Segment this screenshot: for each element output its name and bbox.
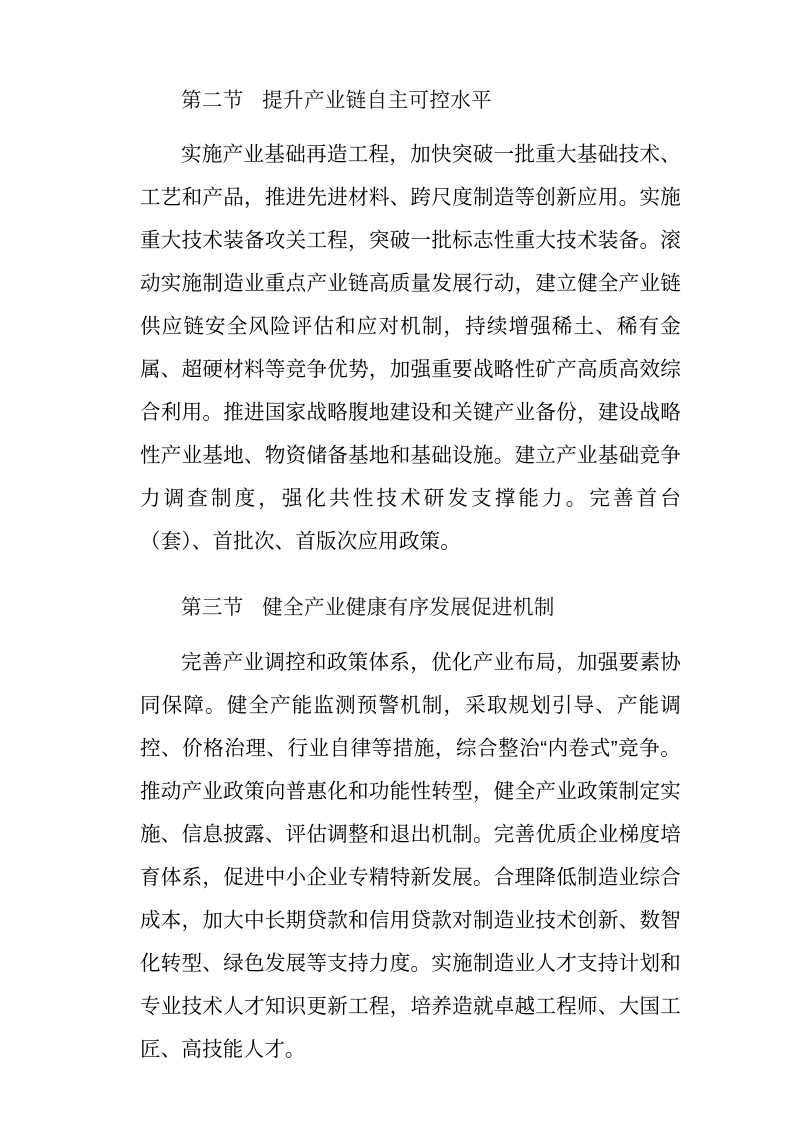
section-title: 健全产业健康有序发展促进机制: [262, 595, 555, 619]
block-spacer: [140, 575, 681, 593]
section-title: 提升产业链自主可控水平: [262, 89, 493, 112]
section-number: 第三节: [181, 595, 244, 619]
section-heading-3: [140, 593, 681, 624]
document-body: [140, 86, 681, 1071]
section-heading-2: [140, 86, 681, 117]
section-number: 第二节: [181, 89, 244, 112]
paragraph-1: 实施产业基础再造工程，加快突破一批重大基础技术、工艺和产品，推进先进材料、跨尺度制造等创新应用。实施重大技术装备攻关工程，突破一批标志性重大技术装备。滚动实施制造业重点产业链高质量发展行动，建立健全产业链供应链安全风险评估和应对机制，持续增强稀土、稀有金属、超硬材料等竞争优势，加强重要战略性矿产高质高效综合利用。推进国家战略腹地建设和关键产业备份，建设战略性产业基地、物资储备基地和基础设施。建立产业基础竞争力调查制度，强化共性技术研发支撑能力。完善首台（套）、首批次、首版次应用政策。: [140, 143, 681, 553]
paragraph-2: 完善产业调控和政策体系，优化产业布局，加强要素协同保障。健全产能监测预警机制，采取规划引导、产能调控、价格治理、行业自律等措施，综合整治“内卷式”竞争。推动产业政策向普惠化和功能性转型，健全产业政策制定实施、信息披露、评估调整和退出机制。完善优质企业梯度培育体系，促进中小企业专精特新发展。合理降低制造业综合成本，加大中长期贷款和信用贷款对制造业技术创新、数智化转型、绿色发展等支持力度。实施制造业人才支持计划和专业技术人才知识更新工程，培养造就卓越工程师、大国工匠、高技能人才。: [140, 650, 681, 1061]
